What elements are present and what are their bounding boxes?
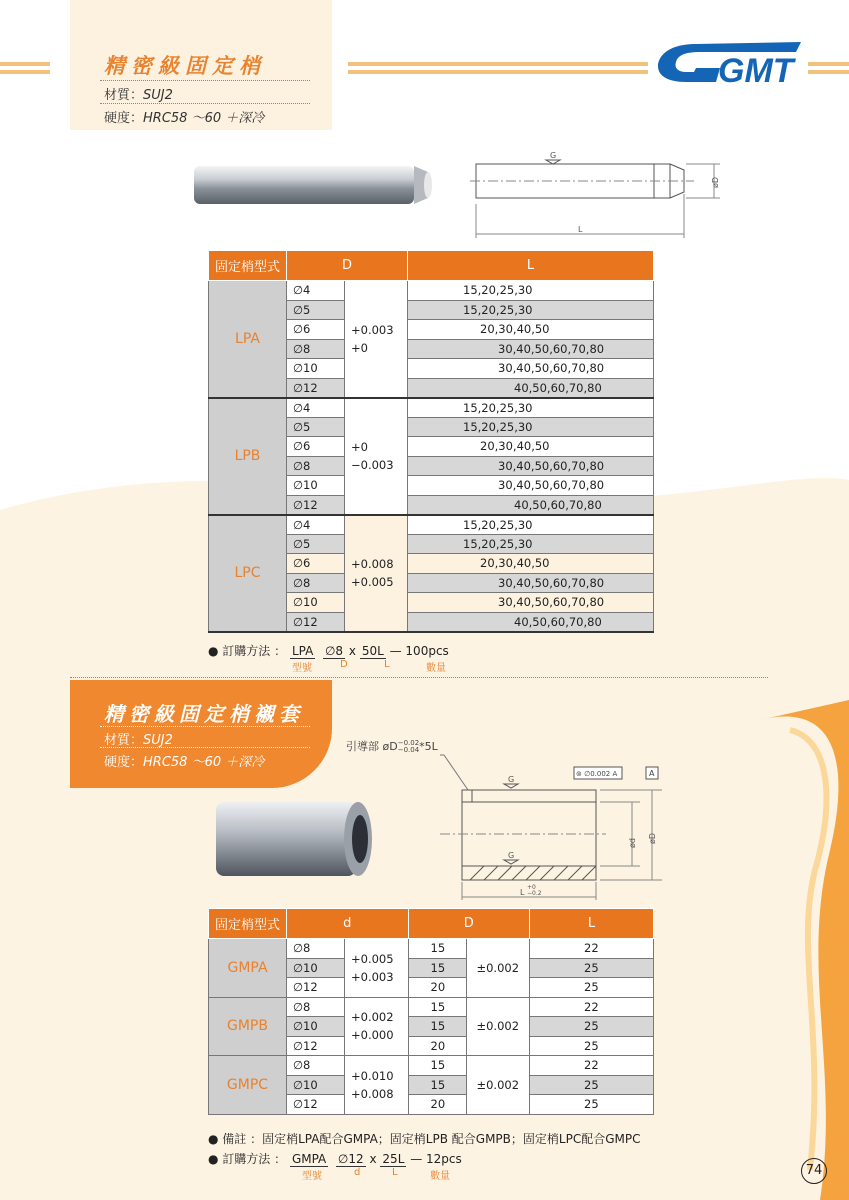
tol-bottom: +0.003 xyxy=(351,969,394,984)
header-small-d: d xyxy=(287,909,409,939)
section-divider xyxy=(70,677,768,678)
header-stripe xyxy=(808,62,849,66)
header-stripe xyxy=(808,70,849,74)
small-d-cell: ∅8 xyxy=(287,1056,345,1076)
sub-l: L xyxy=(392,1167,398,1178)
length-cell: 30,40,50,60,70,80 xyxy=(408,573,654,593)
hardness-label: 硬度： xyxy=(104,111,144,126)
table-row xyxy=(209,997,654,1017)
diameter-cell: ∅4 xyxy=(287,515,345,535)
length-cell: 15,20,25,30 xyxy=(408,417,654,437)
divider xyxy=(100,726,310,727)
diameter-cell: ∅6 xyxy=(287,320,345,340)
length-cell: 40,50,60,70,80 xyxy=(408,378,654,398)
sub-model: 型號 xyxy=(302,1171,322,1182)
tol-top: +0.005 xyxy=(351,951,394,966)
group-name: LPA xyxy=(209,281,287,398)
big-d-cell: 15 xyxy=(408,958,466,978)
tol-bottom: +0.005 xyxy=(351,575,394,589)
header-l: L xyxy=(408,251,654,281)
length-cell: 25 xyxy=(530,1036,654,1056)
group-name: GMPA xyxy=(209,939,287,998)
length-cell: 30,40,50,60,70,80 xyxy=(408,593,654,613)
order-d: ∅8 xyxy=(324,644,344,658)
material-value: SUJ2 xyxy=(143,733,173,748)
hardness-value: HRC58 ～60 ＋深冷 xyxy=(143,755,265,770)
length-cell: 30,40,50,60,70,80 xyxy=(408,456,654,476)
big-d-tolerance: ±0.002 xyxy=(466,997,530,1056)
gmt-logo xyxy=(656,38,801,86)
sub-qty: 數量 xyxy=(430,1171,450,1182)
length-cell: 25 xyxy=(530,1075,654,1095)
tolerance-cell xyxy=(345,281,408,398)
order-model: GMPA xyxy=(291,1152,327,1166)
length-cell: 22 xyxy=(530,939,654,959)
diameter-cell: ∅8 xyxy=(287,456,345,476)
guide-tol-bottom: −0.04 xyxy=(397,746,420,754)
big-d-cell: 15 xyxy=(408,1075,466,1095)
header-stripe xyxy=(348,62,648,66)
length-cell: 15,20,25,30 xyxy=(408,515,654,535)
table-row xyxy=(209,281,654,301)
small-d-tolerance xyxy=(345,939,409,998)
hardness-line xyxy=(104,107,264,126)
order-qty: — 12pcs xyxy=(410,1152,462,1166)
length-tol-top: +0 xyxy=(527,884,536,891)
table-row xyxy=(209,515,654,535)
datum-label: A xyxy=(649,769,655,778)
length-cell: 15,20,25,30 xyxy=(408,300,654,320)
group-name: GMPC xyxy=(209,1056,287,1115)
length-cell: 40,50,60,70,80 xyxy=(408,612,654,632)
diameter-cell: ∅6 xyxy=(287,437,345,457)
geometric-tolerance: ⊚ ∅0.002 A xyxy=(576,770,618,778)
remark xyxy=(208,1130,640,1147)
header-type: 固定梢型式 xyxy=(209,251,287,281)
header-stripe xyxy=(0,70,50,74)
diameter-cell: ∅10 xyxy=(287,359,345,379)
diameter-cell: ∅10 xyxy=(287,593,345,613)
pin-photo xyxy=(192,160,442,210)
group-name: LPB xyxy=(209,398,287,515)
length-cell: 22 xyxy=(530,997,654,1017)
g-label-top: G xyxy=(508,775,515,784)
order-method-2 xyxy=(208,1150,462,1167)
tolerance-cell xyxy=(345,398,408,515)
group-name: LPC xyxy=(209,515,287,632)
sub-model: 型號 xyxy=(292,663,312,674)
group-name: GMPB xyxy=(209,997,287,1056)
header-stripe xyxy=(0,62,50,66)
length-cell: 30,40,50,60,70,80 xyxy=(408,339,654,359)
length-cell: 25 xyxy=(530,958,654,978)
tol-top: +0.008 xyxy=(351,557,394,571)
header-stripe xyxy=(348,70,648,74)
diameter-cell: ∅10 xyxy=(287,476,345,496)
big-d-cell: 15 xyxy=(408,1056,466,1076)
big-d-cell: 20 xyxy=(408,978,466,998)
length-cell: 30,40,50,60,70,80 xyxy=(408,476,654,496)
guide-note xyxy=(346,738,438,754)
sub-qty: 數量 xyxy=(426,663,446,674)
remark-label: ● 備註 ： xyxy=(208,1132,263,1146)
length-cell: 25 xyxy=(530,978,654,998)
g-label-bottom: G xyxy=(508,851,515,860)
length-tol-bottom: −0.2 xyxy=(527,890,542,897)
big-d-cell: 15 xyxy=(408,1017,466,1037)
divider xyxy=(100,80,310,81)
big-d-cell: 20 xyxy=(408,1095,466,1115)
bushing-drawing xyxy=(440,752,670,902)
length-cell: 40,50,60,70,80 xyxy=(408,495,654,515)
sub-d: d xyxy=(354,1167,361,1178)
material-label: 材質： xyxy=(104,88,144,103)
header-l: L xyxy=(530,909,654,939)
logo-text: GMT xyxy=(718,52,794,86)
small-d-cell: ∅10 xyxy=(287,958,345,978)
pin-drawing xyxy=(470,148,730,240)
length-cell: 25 xyxy=(530,1095,654,1115)
header-big-d: D xyxy=(408,909,530,939)
diameter-cell: ∅4 xyxy=(287,281,345,301)
order-qty: — 100pcs xyxy=(389,644,449,658)
length-cell: 30,40,50,60,70,80 xyxy=(408,359,654,379)
big-d-label: øD xyxy=(648,832,657,844)
small-d-cell: ∅10 xyxy=(287,1075,345,1095)
spec-table-pins xyxy=(208,250,654,633)
order-l: 25L xyxy=(382,1152,405,1166)
order-d: ∅12 xyxy=(337,1152,364,1166)
small-d-tolerance xyxy=(345,997,409,1056)
hardness-value: HRC58 ～60 ＋深冷 xyxy=(143,111,265,126)
section1-title: 精密級固定梢 xyxy=(104,54,266,78)
tol-top: +0.003 xyxy=(351,322,394,337)
order-x: x xyxy=(348,644,356,658)
divider xyxy=(100,103,310,104)
order-x: x xyxy=(369,1152,377,1166)
length-cell: 20,30,40,50 xyxy=(408,554,654,574)
guide-label: 引導部 øD xyxy=(346,740,398,753)
guide-suffix: *5L xyxy=(419,740,438,753)
material-line-2 xyxy=(104,729,173,748)
small-d-cell: ∅12 xyxy=(287,1095,345,1115)
tol-bottom: +0.008 xyxy=(351,1086,394,1101)
diameter-cell: ∅8 xyxy=(287,573,345,593)
length-label: L xyxy=(520,888,525,897)
section2-title: 精密級固定梢襯套 xyxy=(104,702,304,726)
table-row xyxy=(209,398,654,418)
divider xyxy=(100,747,310,748)
order-l: 50L xyxy=(361,644,384,658)
bushing-photo xyxy=(212,798,376,882)
material-label: 材質： xyxy=(104,733,144,748)
big-d-tolerance: ±0.002 xyxy=(466,1056,530,1115)
small-d-cell: ∅10 xyxy=(287,1017,345,1037)
header-type: 固定梢型式 xyxy=(209,909,287,939)
big-d-cell: 20 xyxy=(408,1036,466,1056)
header-d: D xyxy=(287,251,408,281)
sub-d: D xyxy=(340,659,348,670)
hardness-label: 硬度： xyxy=(104,755,144,770)
g-label: G xyxy=(550,151,557,160)
tol-top: +0.010 xyxy=(351,1068,394,1083)
l-label: L xyxy=(578,225,583,234)
diameter-cell: ∅6 xyxy=(287,554,345,574)
small-d-cell: ∅8 xyxy=(287,997,345,1017)
small-d-tolerance xyxy=(345,1056,409,1115)
tol-top: +0.002 xyxy=(351,1010,394,1025)
tolerance-cell xyxy=(345,515,408,632)
small-d-cell: ∅12 xyxy=(287,978,345,998)
diameter-cell: ∅8 xyxy=(287,339,345,359)
big-d-cell: 15 xyxy=(408,939,466,959)
table-row xyxy=(209,1056,654,1076)
material-line xyxy=(104,84,173,103)
length-cell: 15,20,25,30 xyxy=(408,281,654,301)
diameter-cell: ∅12 xyxy=(287,612,345,632)
order-model: LPA xyxy=(291,644,314,658)
small-d-label: ød xyxy=(628,838,637,848)
sub-l: L xyxy=(384,659,390,670)
order-method-1 xyxy=(208,642,449,659)
length-cell: 20,30,40,50 xyxy=(408,437,654,457)
diameter-cell: ∅12 xyxy=(287,378,345,398)
length-cell: 20,30,40,50 xyxy=(408,320,654,340)
page-number: 74 xyxy=(801,1158,827,1184)
length-cell: 25 xyxy=(530,1017,654,1037)
material-value: SUJ2 xyxy=(143,88,173,103)
diameter-cell: ∅4 xyxy=(287,398,345,418)
length-cell: 15,20,25,30 xyxy=(408,398,654,418)
diameter-cell: ∅5 xyxy=(287,417,345,437)
length-cell: 15,20,25,30 xyxy=(408,534,654,554)
tol-bottom: +0 xyxy=(351,340,368,355)
small-d-cell: ∅8 xyxy=(287,939,345,959)
big-d-tolerance: ±0.002 xyxy=(466,939,530,998)
length-cell: 22 xyxy=(530,1056,654,1076)
hardness-line-2 xyxy=(104,751,264,770)
table-row xyxy=(209,939,654,959)
d-label: øD xyxy=(711,176,720,188)
order-label: ● 訂購方法 ： xyxy=(208,1152,287,1166)
big-d-cell: 15 xyxy=(408,997,466,1017)
diameter-cell: ∅5 xyxy=(287,534,345,554)
diameter-cell: ∅5 xyxy=(287,300,345,320)
diameter-cell: ∅12 xyxy=(287,495,345,515)
tol-top: +0 xyxy=(351,440,368,454)
spec-table-bushings xyxy=(208,908,654,1115)
remark-text: 固定梢LPA配合GMPA；固定梢LPB 配合GMPB；固定梢LPC配合GMPC xyxy=(262,1132,641,1146)
tol-bottom: +0.000 xyxy=(351,1028,394,1043)
guide-tol-top: −0.02 xyxy=(397,739,420,747)
tol-bottom: −0.003 xyxy=(351,458,394,472)
small-d-cell: ∅12 xyxy=(287,1036,345,1056)
order-label: ● 訂購方法 ： xyxy=(208,644,287,658)
